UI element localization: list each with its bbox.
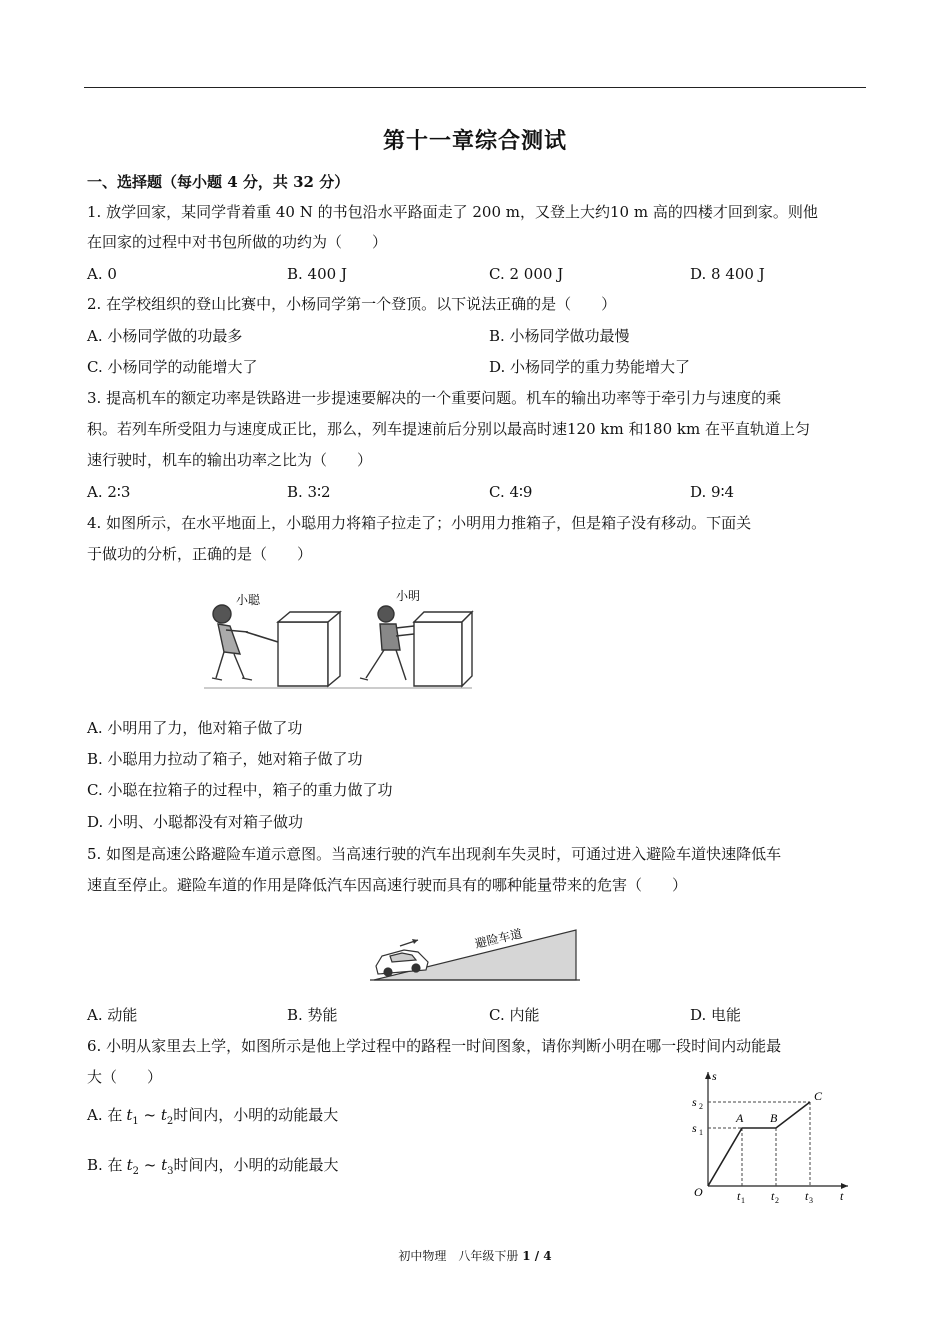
q5-stem-line2: 速直至停止。避险车道的作用是降低汽车因高速行驶而具有的哪种能量带来的危害（ ） (87, 876, 688, 894)
q5-option-c: C. 内能 (489, 1006, 540, 1024)
s2-subscript: 2 (699, 1102, 703, 1111)
q6-option-b-suffix: 时间内，小明的动能最大 (173, 1156, 339, 1174)
s-axis-label: s (712, 1069, 717, 1083)
q3-stem-line3: 速行驶时，机车的输出功率之比为（ ） (87, 451, 373, 469)
point-b-label: B (770, 1111, 778, 1125)
q1-option-c: C. 2 000 J (489, 265, 564, 283)
pull-rope (246, 632, 278, 642)
q6-stem-line2: 大（ ） (87, 1068, 163, 1086)
q4-option-a: A. 小明用了力，他对箱子做了功 (87, 719, 303, 737)
escape-lane-figure (370, 922, 582, 986)
origin-label: O (694, 1185, 703, 1199)
q6-stem-line1: 6. 小明从家里去上学，如图所示是他上学过程中的路程一时间图象，请你判断小明在哪一段时间内动能最 (87, 1037, 782, 1055)
t1-label: t (737, 1189, 741, 1203)
q1-option-b: B. 400 J (287, 265, 347, 283)
t2-label: t (771, 1189, 775, 1203)
q6-option-a-suffix: 时间内，小明的动能最大 (173, 1106, 339, 1124)
footer-page-number: 1 / 4 (522, 1249, 552, 1263)
t1-subscript: 1 (741, 1196, 745, 1205)
box-one (278, 612, 340, 686)
q6-a-sub-second: 2 (166, 1116, 174, 1127)
distance-time-graph (688, 1066, 858, 1206)
label-xiaoming: 小明 (396, 589, 421, 603)
page-footer (0, 1247, 950, 1264)
section-heading: 一、选择题（每小题 4 分，共 32 分） (87, 173, 350, 191)
t3-subscript: 3 (809, 1196, 813, 1205)
q3-option-c: C. 4∶9 (489, 483, 533, 501)
label-xiaocong: 小聪 (236, 593, 261, 607)
boy-pushing-figure (360, 606, 414, 680)
q2-option-c: C. 小杨同学的动能增大了 (87, 358, 258, 376)
page-title: 第十一章综合测试 (382, 128, 567, 154)
q6-a-t-first: t (126, 1106, 133, 1124)
point-c-label: C (814, 1089, 823, 1103)
q6-b-sub-second: 3 (167, 1166, 174, 1177)
q2-option-a: A. 小杨同学做的功最多 (87, 327, 243, 345)
q6-b-t-first: t (126, 1156, 133, 1174)
q6-a-t-second: t (160, 1106, 167, 1124)
s-axis-arrow (705, 1072, 711, 1079)
label-escape-lane: 避险车道 (473, 926, 524, 951)
q6-b-t-second: t (161, 1156, 168, 1174)
q2-stem-line1: 2. 在学校组织的登山比赛中，小杨同学第一个登顶。以下说法正确的是（ ） (87, 295, 617, 313)
s1-label: s (692, 1121, 697, 1135)
q3-option-a: A. 2∶3 (87, 483, 131, 501)
q5-stem-line1: 5. 如图是高速公路避险车道示意图。当高速行驶的汽车出现刹车失灵时，可通过进入避险车道快速降低车 (87, 845, 782, 863)
q6-option-a: A. 在 $t_1$ ~ $t_2$时间内，小明的动能最大 (87, 1106, 339, 1127)
motion-line (708, 1102, 810, 1186)
q6-option-b: B. 在 $t_2$ ~ $t_3$时间内，小明的动能最大 (87, 1156, 339, 1177)
q4-option-b: B. 小聪用力拉动了箱子，她对箱子做了功 (87, 750, 363, 768)
q5-option-b: B. 势能 (287, 1006, 338, 1024)
q4-stem-line1: 4. 如图所示，在水平地面上，小聪用力将箱子拉走了；小明用力推箱子，但是箱子没有移动。下面关 (87, 514, 752, 532)
q6-option-b-prefix: B. 在 (87, 1156, 123, 1174)
q5-option-d: D. 电能 (690, 1006, 742, 1024)
q3-stem-line1: 3. 提高机车的额定功率是铁路进一步提速要解决的一个重要问题。机车的输出功率等于牵引力与速度的乘 (87, 389, 782, 407)
q3-stem-line2: 积。若列车所受阻力与速度成正比，那么，列车提速前后分别以最高时速120 km 和180 km 在平直轨道上匀 (87, 420, 810, 438)
s2-label: s (692, 1095, 697, 1109)
girl-pulling-figure (212, 605, 252, 680)
q1-stem-line2: 在回家的过程中对书包所做的功约为（ ） (87, 233, 388, 251)
q2-option-b: B. 小杨同学做功最慢 (489, 327, 630, 345)
q2-option-d: D. 小杨同学的重力势能增大了 (489, 358, 691, 376)
q6-b-sub-first: 2 (132, 1166, 139, 1177)
q6-a-sub-first: 1 (132, 1116, 139, 1127)
push-pull-figure (200, 582, 480, 698)
header-rule (84, 87, 866, 88)
q1-option-d: D. 8 400 J (690, 265, 765, 283)
q4-stem-line2: 于做功的分析，正确的是（ ） (87, 545, 313, 563)
footer-text: 初中物理 八年级下册 (398, 1249, 523, 1263)
box-two (414, 612, 472, 686)
q5-option-a: A. 动能 (87, 1006, 138, 1024)
q4-option-c: C. 小聪在拉箱子的过程中，箱子的重力做了功 (87, 781, 393, 799)
s1-subscript: 1 (699, 1128, 703, 1137)
t3-label: t (805, 1189, 809, 1203)
q3-option-d: D. 9∶4 (690, 483, 735, 501)
q6-option-a-prefix: A. 在 (87, 1106, 123, 1124)
q3-option-b: B. 3∶2 (287, 483, 331, 501)
t-axis-label: t (840, 1189, 844, 1203)
point-a-label: A (736, 1111, 744, 1125)
q1-option-a: A. 0 (87, 265, 117, 283)
q1-stem-line1: 1. 放学回家，某同学背着重 40 N 的书包沿水平路面走了 200 m，又登上大约10 m 高的四楼才回到家。则他 (87, 203, 818, 221)
q4-option-d: D. 小明、小聪都没有对箱子做功 (87, 813, 304, 831)
t2-subscript: 2 (775, 1196, 779, 1205)
